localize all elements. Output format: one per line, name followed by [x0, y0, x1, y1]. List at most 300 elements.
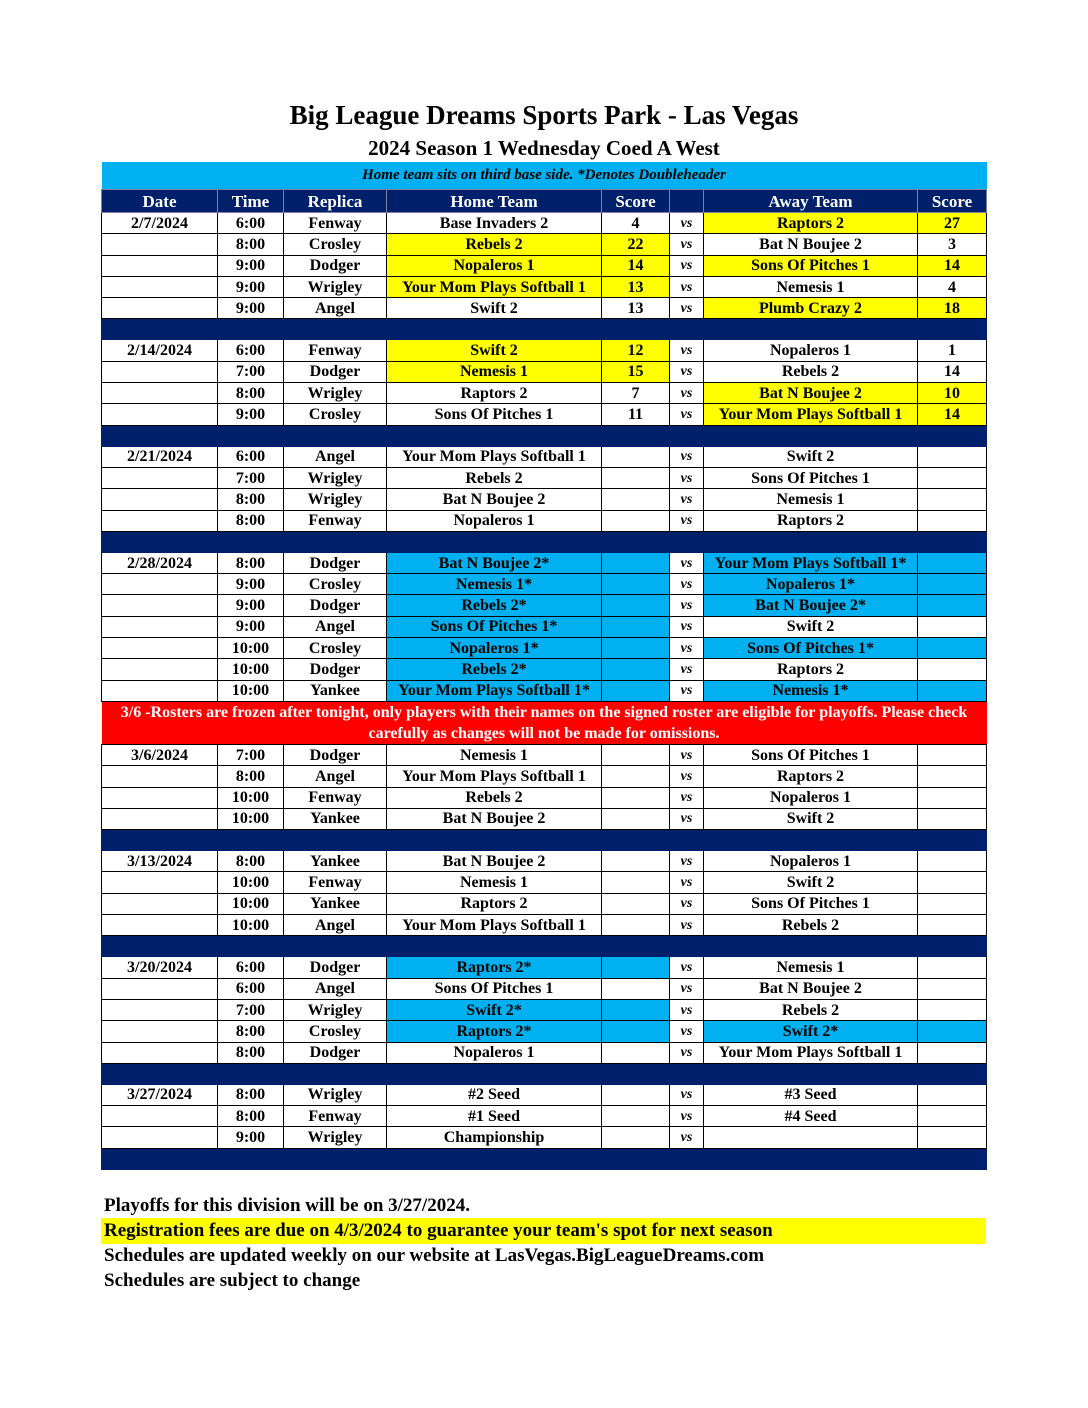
roster-alert: 3/6 -Rosters are frozen after tonight, only players with their names on the signed roster are eligible for playoffs. Please check carefully as changes will not be made for omissions. [102, 701, 987, 744]
separator-cell [602, 1148, 670, 1169]
game-date [102, 361, 218, 382]
game-row [102, 1127, 987, 1148]
game-time: 6:00 [218, 446, 284, 467]
away-score: 3 [918, 234, 987, 255]
game-date: 3/6/2024 [102, 744, 218, 765]
game-row [102, 999, 987, 1020]
away-team: Your Mom Plays Softball 1 [704, 404, 918, 425]
vs-label: vs [670, 1021, 704, 1042]
away-score: 14 [918, 255, 987, 276]
home-score [602, 957, 670, 978]
game-row [102, 766, 987, 787]
game-replica: Dodger [284, 957, 387, 978]
game-time: 6:00 [218, 213, 284, 234]
game-row [102, 383, 987, 404]
home-score: 13 [602, 298, 670, 319]
game-row [102, 915, 987, 936]
away-score [918, 915, 987, 936]
game-replica: Dodger [284, 744, 387, 765]
home-score [602, 680, 670, 701]
away-team: Swift 2 [704, 616, 918, 637]
game-replica: Wrigley [284, 1084, 387, 1105]
game-date [102, 1127, 218, 1148]
game-date [102, 616, 218, 637]
away-score [918, 787, 987, 808]
home-team: #2 Seed [387, 1084, 602, 1105]
away-team: Nemesis 1 [704, 957, 918, 978]
website-notice: Schedules are updated weekly on our website at LasVegas.BigLeagueDreams.com [104, 1245, 765, 1266]
game-replica: Angel [284, 978, 387, 999]
vs-label: vs [670, 510, 704, 531]
game-date [102, 893, 218, 914]
game-replica: Wrigley [284, 467, 387, 488]
home-score [602, 1106, 670, 1127]
vs-label: vs [670, 999, 704, 1020]
separator-cell [704, 1148, 918, 1169]
home-score [602, 467, 670, 488]
game-time: 8:00 [218, 383, 284, 404]
game-time: 8:00 [218, 766, 284, 787]
away-team: #4 Seed [704, 1106, 918, 1127]
game-row [102, 1106, 987, 1127]
game-row [102, 489, 987, 510]
game-replica: Crosley [284, 234, 387, 255]
away-team: Your Mom Plays Softball 1 [704, 1042, 918, 1063]
game-replica: Yankee [284, 893, 387, 914]
game-time: 8:00 [218, 1042, 284, 1063]
game-replica: Crosley [284, 574, 387, 595]
doubleheader-note: Home team sits on third base side. *Denotes Doubleheader [102, 162, 987, 190]
game-replica: Dodger [284, 255, 387, 276]
home-score [602, 659, 670, 680]
vs-label: vs [670, 1127, 704, 1148]
game-date [102, 1021, 218, 1042]
game-row [102, 361, 987, 382]
vs-label: vs [670, 787, 704, 808]
home-team: Nemesis 1 [387, 361, 602, 382]
game-time: 6:00 [218, 978, 284, 999]
away-score [918, 616, 987, 637]
away-score [918, 1127, 987, 1148]
game-time: 9:00 [218, 255, 284, 276]
game-replica: Dodger [284, 659, 387, 680]
away-score: 10 [918, 383, 987, 404]
separator-cell [387, 936, 602, 957]
separator-cell [704, 830, 918, 851]
away-team: Swift 2* [704, 1021, 918, 1042]
week-separator [102, 1148, 987, 1169]
game-time: 9:00 [218, 1127, 284, 1148]
away-team: Nopaleros 1 [704, 851, 918, 872]
home-team: Base Invaders 2 [387, 213, 602, 234]
home-score: 15 [602, 361, 670, 382]
away-team: Nemesis 1* [704, 680, 918, 701]
separator-cell [387, 830, 602, 851]
away-team: Swift 2 [704, 808, 918, 829]
game-row [102, 446, 987, 467]
home-score [602, 766, 670, 787]
game-replica: Angel [284, 298, 387, 319]
vs-label: vs [670, 467, 704, 488]
game-row [102, 574, 987, 595]
registration-notice: Registration fees are due on 4/3/2024 to guarantee your team's spot for next season [101, 1218, 986, 1244]
header-row [102, 190, 987, 213]
away-score: 1 [918, 340, 987, 361]
separator-cell [284, 830, 387, 851]
game-date: 3/13/2024 [102, 851, 218, 872]
page-title: Big League Dreams Sports Park - Las Vegas [289, 100, 799, 130]
week-separator [102, 830, 987, 851]
away-score [918, 1106, 987, 1127]
home-team: Nemesis 1 [387, 744, 602, 765]
game-row [102, 787, 987, 808]
separator-cell [102, 936, 218, 957]
game-replica: Angel [284, 446, 387, 467]
column-header: Replica [284, 190, 387, 213]
home-team: Your Mom Plays Softball 1 [387, 446, 602, 467]
game-time: 7:00 [218, 361, 284, 382]
vs-label: vs [670, 1084, 704, 1105]
game-replica: Fenway [284, 213, 387, 234]
away-team: Bat N Boujee 2* [704, 595, 918, 616]
separator-cell [284, 1063, 387, 1084]
game-replica: Dodger [284, 595, 387, 616]
away-team: Bat N Boujee 2 [704, 383, 918, 404]
game-date: 2/21/2024 [102, 446, 218, 467]
game-replica: Wrigley [284, 1127, 387, 1148]
home-score: 11 [602, 404, 670, 425]
game-row [102, 659, 987, 680]
home-team: Bat N Boujee 2 [387, 489, 602, 510]
game-date [102, 234, 218, 255]
home-score: 4 [602, 213, 670, 234]
game-date [102, 574, 218, 595]
away-team: Raptors 2 [704, 510, 918, 531]
note-row [102, 162, 987, 190]
game-replica: Dodger [284, 1042, 387, 1063]
game-date [102, 872, 218, 893]
separator-cell [284, 319, 387, 340]
column-header: Score [918, 190, 987, 213]
away-team: Rebels 2 [704, 915, 918, 936]
home-team: Raptors 2* [387, 957, 602, 978]
game-date [102, 638, 218, 659]
home-score [602, 744, 670, 765]
away-score [918, 893, 987, 914]
home-team: Nemesis 1* [387, 574, 602, 595]
vs-label: vs [670, 1106, 704, 1127]
separator-cell [218, 1063, 284, 1084]
away-score [918, 659, 987, 680]
home-score [602, 851, 670, 872]
away-team: Raptors 2 [704, 659, 918, 680]
game-time: 10:00 [218, 872, 284, 893]
home-team: Sons Of Pitches 1 [387, 404, 602, 425]
game-row [102, 255, 987, 276]
home-team: Your Mom Plays Softball 1 [387, 766, 602, 787]
home-team: Nopaleros 1 [387, 1042, 602, 1063]
home-score: 7 [602, 383, 670, 404]
vs-label: vs [670, 213, 704, 234]
away-score [918, 957, 987, 978]
away-score [918, 1042, 987, 1063]
game-time: 9:00 [218, 616, 284, 637]
game-date [102, 680, 218, 701]
home-score: 13 [602, 276, 670, 297]
away-team [704, 1127, 918, 1148]
game-time: 10:00 [218, 787, 284, 808]
away-score [918, 467, 987, 488]
home-score [602, 893, 670, 914]
vs-label: vs [670, 808, 704, 829]
separator-cell [704, 531, 918, 552]
game-replica: Fenway [284, 872, 387, 893]
game-time: 6:00 [218, 957, 284, 978]
away-score: 4 [918, 276, 987, 297]
game-row [102, 510, 987, 531]
page-subtitle: 2024 Season 1 Wednesday Coed A West [368, 136, 720, 160]
separator-cell [102, 319, 218, 340]
away-team: Rebels 2 [704, 361, 918, 382]
game-time: 8:00 [218, 552, 284, 573]
home-score [602, 787, 670, 808]
separator-cell [670, 425, 704, 446]
home-team: Rebels 2 [387, 467, 602, 488]
separator-cell [602, 936, 670, 957]
home-score: 22 [602, 234, 670, 255]
home-team: Rebels 2 [387, 234, 602, 255]
column-header [670, 190, 704, 213]
away-team: Raptors 2 [704, 213, 918, 234]
game-date [102, 915, 218, 936]
game-time: 10:00 [218, 659, 284, 680]
vs-label: vs [670, 574, 704, 595]
separator-cell [918, 936, 987, 957]
game-replica: Fenway [284, 510, 387, 531]
vs-label: vs [670, 1042, 704, 1063]
week-separator [102, 425, 987, 446]
separator-cell [704, 1063, 918, 1084]
game-row [102, 744, 987, 765]
vs-label: vs [670, 915, 704, 936]
game-date [102, 489, 218, 510]
separator-cell [218, 830, 284, 851]
game-replica: Angel [284, 915, 387, 936]
away-team: Nemesis 1 [704, 489, 918, 510]
game-time: 10:00 [218, 915, 284, 936]
column-header: Score [602, 190, 670, 213]
game-date [102, 999, 218, 1020]
away-score [918, 574, 987, 595]
game-date [102, 255, 218, 276]
separator-cell [918, 531, 987, 552]
home-team: Bat N Boujee 2* [387, 552, 602, 573]
game-date [102, 383, 218, 404]
vs-label: vs [670, 383, 704, 404]
separator-cell [670, 936, 704, 957]
game-date [102, 467, 218, 488]
separator-cell [284, 1148, 387, 1169]
separator-cell [218, 319, 284, 340]
home-score [602, 1021, 670, 1042]
week-separator [102, 531, 987, 552]
away-team: Bat N Boujee 2 [704, 978, 918, 999]
game-row [102, 340, 987, 361]
game-row [102, 234, 987, 255]
vs-label: vs [670, 851, 704, 872]
game-row [102, 1042, 987, 1063]
away-score [918, 744, 987, 765]
separator-cell [670, 531, 704, 552]
away-score [918, 446, 987, 467]
vs-label: vs [670, 893, 704, 914]
game-time: 9:00 [218, 276, 284, 297]
away-score: 27 [918, 213, 987, 234]
separator-cell [918, 425, 987, 446]
game-row [102, 957, 987, 978]
home-score [602, 574, 670, 595]
vs-label: vs [670, 680, 704, 701]
home-team: Swift 2* [387, 999, 602, 1020]
home-score [602, 1127, 670, 1148]
game-time: 9:00 [218, 404, 284, 425]
separator-cell [670, 319, 704, 340]
home-team: Nopaleros 1* [387, 638, 602, 659]
away-score [918, 872, 987, 893]
home-team: Rebels 2 [387, 787, 602, 808]
game-date [102, 298, 218, 319]
game-replica: Crosley [284, 1021, 387, 1042]
home-team: Your Mom Plays Softball 1 [387, 915, 602, 936]
separator-cell [918, 1063, 987, 1084]
separator-cell [704, 936, 918, 957]
separator-cell [284, 936, 387, 957]
away-score: 18 [918, 298, 987, 319]
game-row [102, 893, 987, 914]
away-team: Rebels 2 [704, 999, 918, 1020]
game-replica: Fenway [284, 787, 387, 808]
home-team: Raptors 2 [387, 893, 602, 914]
vs-label: vs [670, 298, 704, 319]
vs-label: vs [670, 446, 704, 467]
game-row [102, 851, 987, 872]
schedule-table [101, 162, 987, 1170]
separator-cell [284, 531, 387, 552]
vs-label: vs [670, 638, 704, 659]
away-team: Swift 2 [704, 872, 918, 893]
vs-label: vs [670, 872, 704, 893]
away-team: Nopaleros 1 [704, 787, 918, 808]
home-score: 12 [602, 340, 670, 361]
game-replica: Yankee [284, 680, 387, 701]
week-separator [102, 936, 987, 957]
separator-cell [387, 425, 602, 446]
away-score [918, 808, 987, 829]
home-team: Championship [387, 1127, 602, 1148]
home-score: 14 [602, 255, 670, 276]
home-score [602, 978, 670, 999]
game-time: 8:00 [218, 510, 284, 531]
home-score [602, 510, 670, 531]
roster-alert-row [102, 701, 987, 744]
week-separator [102, 1063, 987, 1084]
separator-cell [704, 425, 918, 446]
home-score [602, 1042, 670, 1063]
game-time: 6:00 [218, 340, 284, 361]
game-replica: Angel [284, 766, 387, 787]
game-date: 3/27/2024 [102, 1084, 218, 1105]
home-team: Bat N Boujee 2 [387, 851, 602, 872]
home-score [602, 552, 670, 573]
game-date: 2/28/2024 [102, 552, 218, 573]
away-score [918, 638, 987, 659]
away-score [918, 1084, 987, 1105]
separator-cell [218, 425, 284, 446]
home-team: Your Mom Plays Softball 1* [387, 680, 602, 701]
game-row [102, 1084, 987, 1105]
home-team: Swift 2 [387, 298, 602, 319]
game-row [102, 276, 987, 297]
home-team: Nopaleros 1 [387, 255, 602, 276]
game-row [102, 213, 987, 234]
separator-cell [102, 1063, 218, 1084]
vs-label: vs [670, 340, 704, 361]
game-time: 8:00 [218, 1084, 284, 1105]
vs-label: vs [670, 659, 704, 680]
game-replica: Yankee [284, 851, 387, 872]
separator-cell [704, 319, 918, 340]
vs-label: vs [670, 595, 704, 616]
game-replica: Crosley [284, 638, 387, 659]
separator-cell [602, 425, 670, 446]
game-date [102, 595, 218, 616]
game-date [102, 766, 218, 787]
away-score [918, 680, 987, 701]
separator-cell [602, 1063, 670, 1084]
game-replica: Wrigley [284, 489, 387, 510]
separator-cell [602, 319, 670, 340]
game-row [102, 298, 987, 319]
game-replica: Wrigley [284, 276, 387, 297]
game-time: 7:00 [218, 467, 284, 488]
game-row [102, 404, 987, 425]
vs-label: vs [670, 255, 704, 276]
home-score [602, 595, 670, 616]
game-date [102, 978, 218, 999]
game-replica: Fenway [284, 340, 387, 361]
away-score [918, 978, 987, 999]
away-score [918, 1021, 987, 1042]
separator-cell [670, 830, 704, 851]
away-team: Raptors 2 [704, 766, 918, 787]
away-score [918, 489, 987, 510]
separator-cell [218, 1148, 284, 1169]
game-time: 10:00 [218, 808, 284, 829]
week-separator [102, 319, 987, 340]
game-replica: Dodger [284, 361, 387, 382]
game-date [102, 404, 218, 425]
vs-label: vs [670, 766, 704, 787]
separator-cell [387, 1148, 602, 1169]
game-row [102, 680, 987, 701]
away-score [918, 851, 987, 872]
home-team: Raptors 2* [387, 1021, 602, 1042]
change-notice: Schedules are subject to change [104, 1270, 361, 1291]
vs-label: vs [670, 616, 704, 637]
home-score [602, 616, 670, 637]
vs-label: vs [670, 404, 704, 425]
home-score [602, 808, 670, 829]
